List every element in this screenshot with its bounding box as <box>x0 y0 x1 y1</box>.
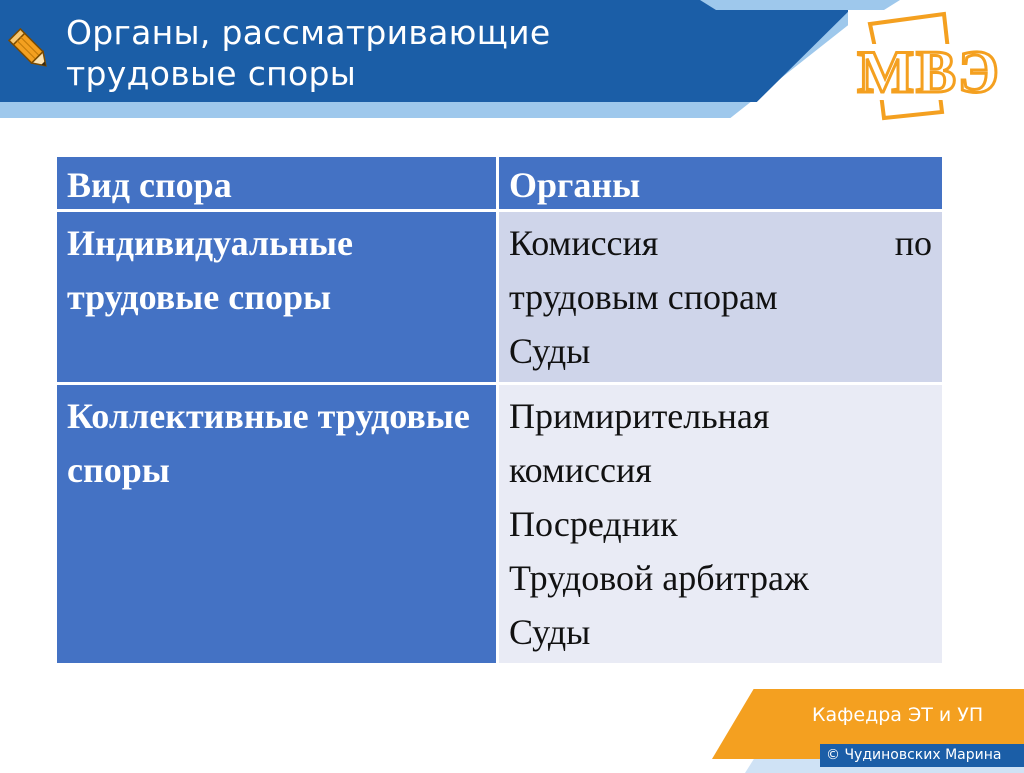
table-header-row <box>56 156 944 211</box>
body-line-word: Комиссия по <box>509 223 932 263</box>
logo-text: МВЭ <box>857 39 1001 105</box>
header-top-stripe <box>700 0 900 10</box>
column-header-kind: Вид спора <box>56 156 498 211</box>
body-line: Трудовой арбитраж <box>509 558 809 598</box>
dispute-kind-cell: Индивидуальные трудовые споры <box>56 211 498 384</box>
table-row <box>56 384 944 665</box>
body-line: Посредник <box>509 504 678 544</box>
body-line: комиссия <box>509 450 652 490</box>
body-line: трудовым спорам <box>509 277 778 317</box>
body-line <box>509 216 932 270</box>
body-line: Суды <box>509 612 591 652</box>
column-header-bodies: Органы <box>498 156 944 211</box>
body-line: Суды <box>509 331 591 371</box>
logo <box>848 10 1010 122</box>
bodies-cell <box>498 211 944 384</box>
dispute-kind-cell: Коллективные трудовые споры <box>56 384 498 665</box>
pencil-icon <box>8 26 54 76</box>
slide-title: Органы, рассматривающие трудовые споры <box>66 13 551 93</box>
footer-author: © Чудиновских Марина <box>820 744 1024 767</box>
table-row <box>56 211 944 384</box>
body-line: Примирительная <box>509 396 770 436</box>
bodies-cell <box>498 384 944 665</box>
disputes-table <box>54 154 945 666</box>
footer-department: Кафедра ЭТ и УП <box>812 704 984 726</box>
